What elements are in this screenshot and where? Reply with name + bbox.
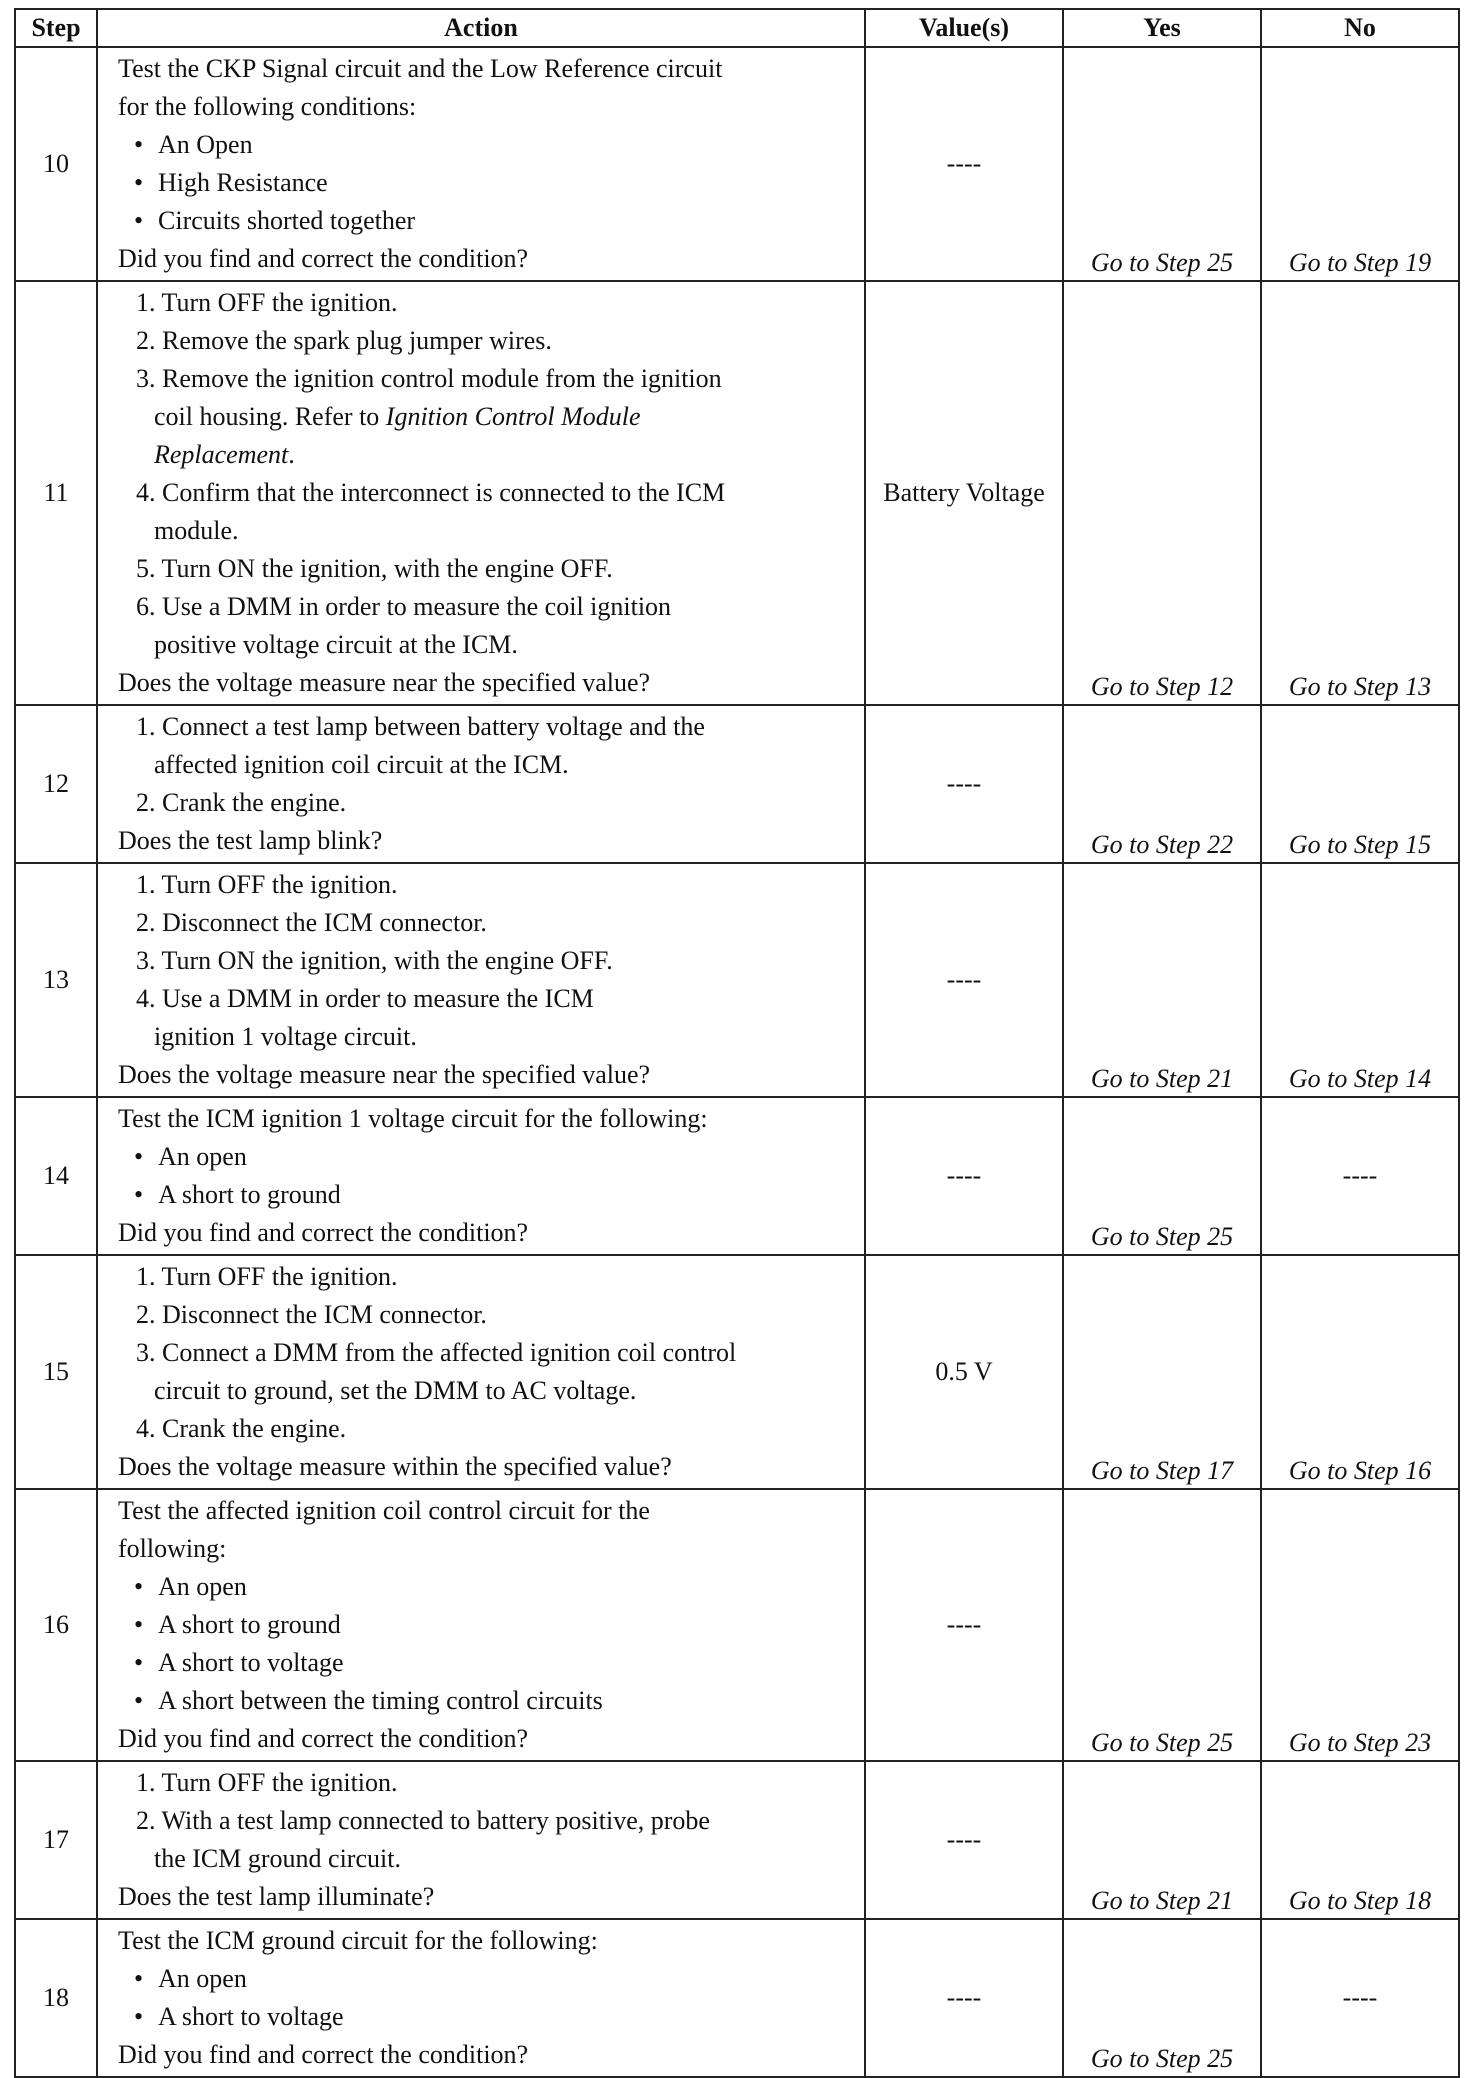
action-line: 1. Turn OFF the ignition.	[136, 1262, 398, 1291]
action-question: Did you find and correct the condition?	[118, 1218, 529, 1247]
action-line: 3. Turn ON the ignition, with the engine OFF.	[136, 946, 613, 975]
step-action	[97, 705, 865, 863]
action-line: 4. Crank the engine.	[136, 1414, 347, 1443]
no-link[interactable]: Go to Step 18	[1261, 1761, 1459, 1919]
step-number: 10	[15, 47, 97, 281]
table-row	[15, 863, 1459, 1097]
action-text: .	[288, 440, 295, 469]
step-number: 11	[15, 281, 97, 705]
step-action	[97, 47, 865, 281]
action-line: circuit to ground, set the DMM to AC voltage.	[154, 1376, 637, 1405]
table-row	[15, 1097, 1459, 1255]
step-number: 13	[15, 863, 97, 1097]
action-question: Does the test lamp blink?	[118, 826, 383, 855]
table-row	[15, 47, 1459, 281]
no-link[interactable]: Go to Step 15	[1261, 705, 1459, 863]
table-row	[15, 1489, 1459, 1761]
no-link[interactable]: Go to Step 16	[1261, 1255, 1459, 1489]
bullet-text: A short to ground	[158, 1180, 341, 1209]
yes-link[interactable]: Go to Step 21	[1063, 863, 1261, 1097]
no-value: ----	[1261, 1919, 1459, 2077]
action-line: 5. Turn ON the ignition, with the engine OFF.	[136, 554, 613, 583]
bullet-text: A short to ground	[158, 1610, 341, 1639]
action-line: affected ignition coil circuit at the ICM.	[154, 750, 569, 779]
step-number: 12	[15, 705, 97, 863]
action-line: Test the ICM ignition 1 voltage circuit for the following:	[118, 1104, 708, 1133]
header-values: Value(s)	[865, 9, 1063, 47]
action-line	[118, 436, 854, 474]
step-value: Battery Voltage	[865, 281, 1063, 705]
step-value: ----	[865, 705, 1063, 863]
action-line: 3. Connect a DMM from the affected ignition coil control	[136, 1338, 737, 1367]
header-action: Action	[97, 9, 865, 47]
step-value: ----	[865, 47, 1063, 281]
no-link[interactable]: Go to Step 19	[1261, 47, 1459, 281]
action-line: ignition 1 voltage circuit.	[154, 1022, 417, 1051]
action-line: 4. Use a DMM in order to measure the ICM	[136, 984, 594, 1013]
yes-link[interactable]: Go to Step 12	[1063, 281, 1261, 705]
bullet-text: An Open	[158, 130, 253, 159]
yes-link[interactable]: Go to Step 25	[1063, 47, 1261, 281]
action-line: module.	[154, 516, 239, 545]
step-number: 15	[15, 1255, 97, 1489]
step-value: ----	[865, 1919, 1063, 2077]
action-line: 2. Disconnect the ICM connector.	[136, 1300, 487, 1329]
bullet-text: An open	[158, 1964, 247, 1993]
bullet-text: A short between the timing control circuits	[158, 1686, 603, 1715]
action-bullet	[118, 1682, 854, 1720]
action-line: 1. Turn OFF the ignition.	[136, 1768, 398, 1797]
action-question: Did you find and correct the condition?	[118, 1724, 529, 1753]
step-number: 14	[15, 1097, 97, 1255]
action-line: for the following conditions:	[118, 92, 417, 121]
table-row	[15, 1255, 1459, 1489]
bullet-text: An open	[158, 1572, 247, 1601]
step-number: 18	[15, 1919, 97, 2077]
step-action	[97, 1097, 865, 1255]
bullet-text: An open	[158, 1142, 247, 1171]
step-value: ----	[865, 1097, 1063, 1255]
bullet-text: High Resistance	[158, 168, 328, 197]
action-line: Test the CKP Signal circuit and the Low Reference circuit	[118, 54, 723, 83]
action-question: Did you find and correct the condition?	[118, 244, 529, 273]
action-line: positive voltage circuit at the ICM.	[154, 630, 518, 659]
step-number: 17	[15, 1761, 97, 1919]
step-number: 16	[15, 1489, 97, 1761]
action-line: the ICM ground circuit.	[154, 1844, 401, 1873]
yes-link[interactable]: Go to Step 17	[1063, 1255, 1261, 1489]
action-line: 1. Connect a test lamp between battery voltage and the	[136, 712, 705, 741]
action-line: Test the affected ignition coil control circuit for the	[118, 1496, 650, 1525]
action-bullet	[118, 1960, 854, 1998]
action-bullet	[118, 1998, 854, 2036]
action-bullet	[118, 1138, 854, 1176]
action-line: 1. Turn OFF the ignition.	[136, 288, 398, 317]
table-row	[15, 705, 1459, 863]
action-line: 3. Remove the ignition control module from the ignition	[136, 364, 722, 393]
no-value: ----	[1261, 1097, 1459, 1255]
step-value: 0.5 V	[865, 1255, 1063, 1489]
step-action	[97, 863, 865, 1097]
step-action	[97, 1489, 865, 1761]
header-yes: Yes	[1063, 9, 1261, 47]
action-bullet	[118, 126, 854, 164]
diagnostic-table-page	[14, 8, 1458, 2078]
action-line: 2. Disconnect the ICM connector.	[136, 908, 487, 937]
yes-link[interactable]: Go to Step 25	[1063, 1489, 1261, 1761]
bullet-text: A short to voltage	[158, 1648, 344, 1677]
action-text: coil housing. Refer to	[154, 402, 380, 431]
table-row	[15, 1761, 1459, 1919]
action-bullet	[118, 164, 854, 202]
table-header-row	[15, 9, 1459, 47]
action-line: 2. With a test lamp connected to battery positive, probe	[136, 1806, 710, 1835]
no-link[interactable]: Go to Step 23	[1261, 1489, 1459, 1761]
yes-link[interactable]: Go to Step 22	[1063, 705, 1261, 863]
action-bullet	[118, 1568, 854, 1606]
action-line: 6. Use a DMM in order to measure the coil ignition	[136, 592, 672, 621]
action-bullet	[118, 1176, 854, 1214]
step-action	[97, 1761, 865, 1919]
yes-link[interactable]: Go to Step 25	[1063, 1097, 1261, 1255]
action-question: Does the voltage measure near the specified value?	[118, 1060, 651, 1089]
bullet-text: Circuits shorted together	[158, 206, 416, 235]
action-line: 2. Crank the engine.	[136, 788, 347, 817]
action-line: following:	[118, 1534, 227, 1563]
header-no: No	[1261, 9, 1459, 47]
no-link[interactable]: Go to Step 14	[1261, 863, 1459, 1097]
action-question: Does the voltage measure near the specified value?	[118, 668, 651, 697]
yes-link[interactable]: Go to Step 25	[1063, 1919, 1261, 2077]
step-action	[97, 1919, 865, 2077]
action-question: Does the test lamp illuminate?	[118, 1882, 435, 1911]
step-value: ----	[865, 1489, 1063, 1761]
header-step: Step	[15, 9, 97, 47]
step-action	[97, 281, 865, 705]
action-line: Test the ICM ground circuit for the following:	[118, 1926, 598, 1955]
action-line: 2. Remove the spark plug jumper wires.	[136, 326, 552, 355]
reference-link[interactable]: Replacement	[154, 440, 289, 469]
action-question: Did you find and correct the condition?	[118, 2040, 529, 2069]
step-value: ----	[865, 863, 1063, 1097]
reference-link[interactable]: Ignition Control Module	[385, 402, 641, 431]
table-row	[15, 1919, 1459, 2077]
action-line: 4. Confirm that the interconnect is connected to the ICM	[136, 478, 726, 507]
yes-link[interactable]: Go to Step 21	[1063, 1761, 1261, 1919]
table-row	[15, 281, 1459, 705]
action-bullet	[118, 1606, 854, 1644]
action-question: Does the voltage measure within the specified value?	[118, 1452, 672, 1481]
step-value: ----	[865, 1761, 1063, 1919]
diagnostic-table	[14, 8, 1460, 2078]
step-action	[97, 1255, 865, 1489]
no-link[interactable]: Go to Step 13	[1261, 281, 1459, 705]
action-bullet	[118, 1644, 854, 1682]
bullet-text: A short to voltage	[158, 2002, 344, 2031]
action-bullet	[118, 202, 854, 240]
action-line	[118, 398, 854, 436]
action-line: 1. Turn OFF the ignition.	[136, 870, 398, 899]
